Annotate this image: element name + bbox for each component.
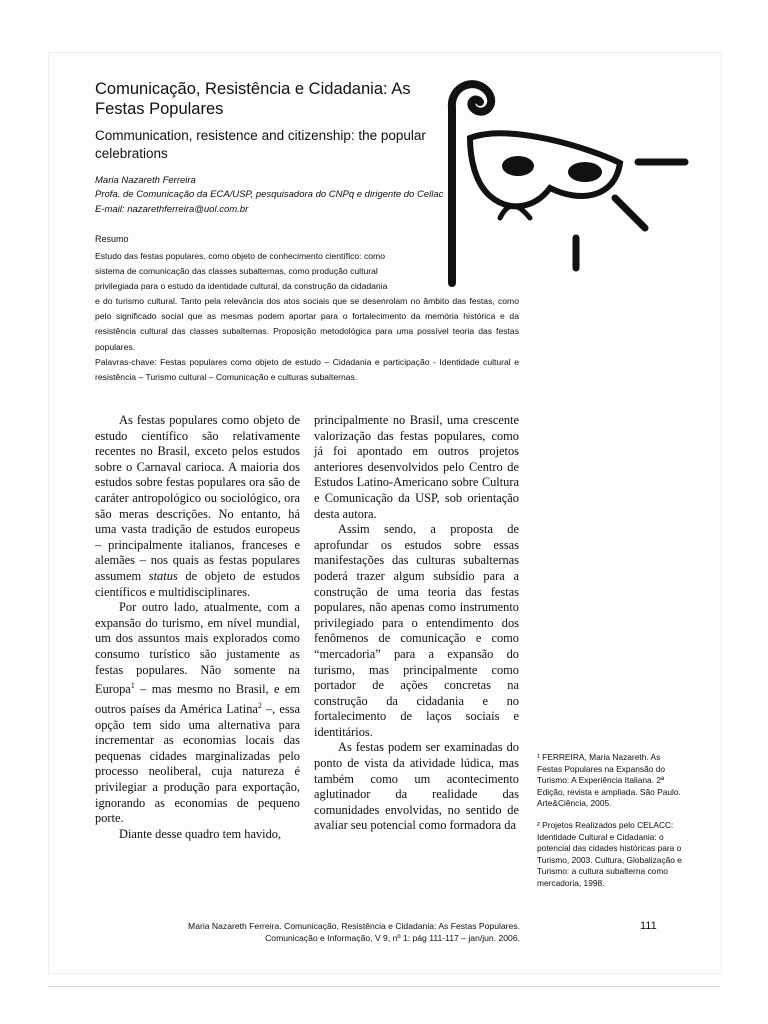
mask-eye-left: [502, 156, 534, 176]
citation-footer: [150, 920, 520, 944]
footnote-2: ² Projetos Realizados pelo CELACC: Identidade Cultural e Cidadania: o potencial das cidades históricas para o Turismo, 2003. Cultura, Globalização e Turismo: a cultura subalterna como mercadoria, 1998.: [537, 820, 682, 888]
footnote-ref-2[interactable]: 2: [257, 700, 262, 710]
article-title: Comunicação, Resistência e Cidadania: As Festas Populares: [95, 80, 411, 118]
abstract-line: sistema de comunicação das classes subalternas, como produção cultural: [95, 266, 378, 277]
footnote-1: ¹ FERREIRA, Maria Nazareth. As Festas Populares na Expansão do Turismo: A Experiência Italiana. 2ª Edição, revista e ampliada. São Paulo. Arte&Ciência, 2005.: [537, 752, 681, 809]
keywords: Palavras-chave: Festas populares como objeto de estudo – Cidadania e participação - Identidade cultural e resistência – Turismo cultural – Comunicação e culturas subalternas.: [95, 356, 519, 383]
paragraph: Assim sendo, a proposta de aprofundar os estudos sobre essas manifestações das culturas subalternas poderá trazer algum subsídio para a construção de uma teoria das festas populares, não apenas como instrumento privilegiado para o entendimento dos fenômenos de comunicação e como “mercadoria” para a expansão do turismo, mas principalmente como portador de ações concretas na construção da cidadania e no fortalecimento de laços sociais e identitários.: [314, 522, 519, 739]
paragraph: Por outro lado, atualmente, com a expansão do turismo, em nível mundial, um dos assuntos mais explorados como consumo turístico são justamente as festas populares. Não somente na Europa$^1$ – mas mesmo no Brasil, e em outros países da América Latina$^2$ –, essa opção tem sido uma alternativa para incrementar as economias locais das pequenas cidades marginalizadas pelo processo neoliberal, cuja natureza é privilegiar a produção para exportação, ignorando as economias de pequeno porte.: [95, 600, 300, 826]
page-number: 111: [640, 920, 657, 932]
spiral-curl: [452, 84, 491, 283]
abstract-line: Estudo das festas populares, como objeto de conhecimento científico: como: [95, 251, 385, 261]
body-column-left: [95, 413, 300, 842]
author-affiliation: Profa. de Comunicação da ECA/USP, pesquisadora do CNPq e dirigente do Cellac: [95, 189, 444, 200]
abstract-line: privilegiada para o estudo da identidade cultural, da construção da cidadania: [95, 281, 388, 292]
citation-line: Comunicação e Informação, V 9, nº 1: pág 111-117 – jan/jun. 2006.: [265, 933, 520, 943]
abstract-part-a: [95, 249, 435, 295]
paragraph: As festas podem ser examinadas do ponto de vista da atividade lúdica, mas também como um acontecimento aglutinador da realidade das comunidades envolvidas, no sentido de avaliar seu potencial como formadora da: [314, 740, 519, 833]
abstract-heading: Resumo: [95, 234, 129, 244]
footnote-ref-1[interactable]: 1: [130, 681, 135, 691]
mask-sun-illustration: [440, 78, 690, 288]
paragraph: principalmente no Brasil, uma crescente valorização das festas populares, como já foi apontado em outros projetos anteriores desenvolvidos pelo Centro de Estudos Latino-Americano sobre Cultura e Comunicação da USP, sob orientação desta autora.: [314, 413, 519, 521]
abstract-text: e do turismo cultural. Tanto pela relevância dos atos sociais que se desenrolam no âmbito das festas, como pelo significado social que as mesmas podem aportar para o fortalecimento da memória histórica e da resistência cultural das classes subalternas. Proposição metodológica para uma possível teoria das festas populares.: [95, 296, 519, 352]
mask-eye-right: [568, 162, 602, 182]
author-name: Maria Nazareth Ferreira: [95, 175, 196, 186]
citation-line: Maria Nazareth Ferreira. Comunicação, Resistência e Cidadania: As Festas Populares.: [188, 921, 520, 931]
page-divider: [48, 986, 720, 987]
body-column-right: [314, 413, 519, 834]
paragraph: As festas populares como objeto de estudo científico são relativamente recentes no Brasil, exceto pelos estudos sobre o Carnaval carioca. A maioria dos estudos sobre festas populares ora são de caráter antropológico ou sociológico, ora são meras descrições. No entanto, há uma vasta tradição de estudos europeus – principalmente italianos, franceses e alemães – nos quais as festas populares assumem status de objeto de estudos científicos e multidisciplinares.: [95, 413, 300, 599]
article-title-english: Communication, resistence and citizenship: the popular celebrations: [95, 128, 426, 161]
italic-term: status: [148, 568, 178, 583]
author-email: E-mail: nazarethferreira@uol.com.br: [95, 204, 249, 215]
sun-ray-diagonal: [615, 198, 645, 228]
paragraph: Diante desse quadro tem havido,: [119, 826, 282, 841]
abstract-part-b: [95, 294, 519, 385]
